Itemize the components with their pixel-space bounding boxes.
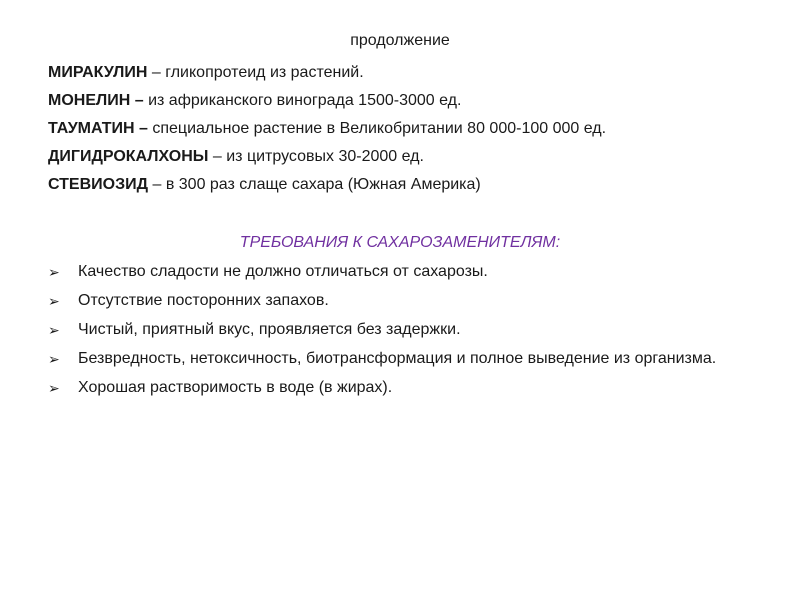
list-item	[46, 262, 746, 282]
list-item	[46, 291, 746, 311]
definition-item	[48, 63, 768, 83]
list-item-text: Качество сладости не должно отличаться от сахарозы.	[78, 263, 488, 280]
arrow-bullet-icon: ➢	[48, 380, 60, 396]
definition-term: МОНЕЛИН –	[48, 92, 144, 109]
definition-term: МИРАКУЛИН	[48, 64, 148, 81]
definition-desc: – из цитрусовых 30-2000 ед.	[208, 148, 424, 165]
definition-item	[48, 91, 768, 111]
requirements-heading: ТРЕБОВАНИЯ К САХАРОЗАМЕНИТЕЛЯМ:	[239, 234, 561, 251]
list-item	[46, 378, 746, 398]
definition-desc: – в 300 раз слаще сахара (Южная Америка)	[148, 176, 481, 193]
definitions-list	[48, 63, 768, 203]
list-item-text: Отсутствие посторонних запахов.	[78, 292, 329, 309]
list-item	[46, 349, 746, 369]
arrow-bullet-icon: ➢	[48, 264, 60, 280]
definition-term: СТЕВИОЗИД	[48, 176, 149, 193]
definition-term: ТАУМАТИН –	[48, 120, 148, 137]
definition-item	[48, 175, 768, 195]
list-item-text: Безвредность, нетоксичность, биотрансформация и полное выведение из организма.	[78, 350, 717, 367]
definition-desc: специальное растение в Великобритании 80 000-100 000 ед.	[147, 120, 607, 137]
list-item-text: Хорошая растворимость в воде (в жирах).	[78, 379, 393, 396]
definition-term: ДИГИДРОКАЛХОНЫ	[48, 148, 209, 165]
slide-subtitle: продолжение	[350, 32, 450, 49]
list-item	[46, 320, 746, 340]
definition-desc: из африканского винограда 1500-3000 ед.	[143, 92, 462, 109]
arrow-bullet-icon: ➢	[48, 322, 60, 338]
definition-desc: – гликопротеид из растений.	[147, 64, 364, 81]
list-item-text: Чистый, приятный вкус, проявляется без задержки.	[78, 321, 461, 338]
arrow-bullet-icon: ➢	[48, 293, 60, 309]
definition-item	[48, 119, 768, 139]
requirements-list	[46, 262, 746, 407]
definition-item	[48, 147, 768, 167]
arrow-bullet-icon: ➢	[48, 351, 60, 367]
